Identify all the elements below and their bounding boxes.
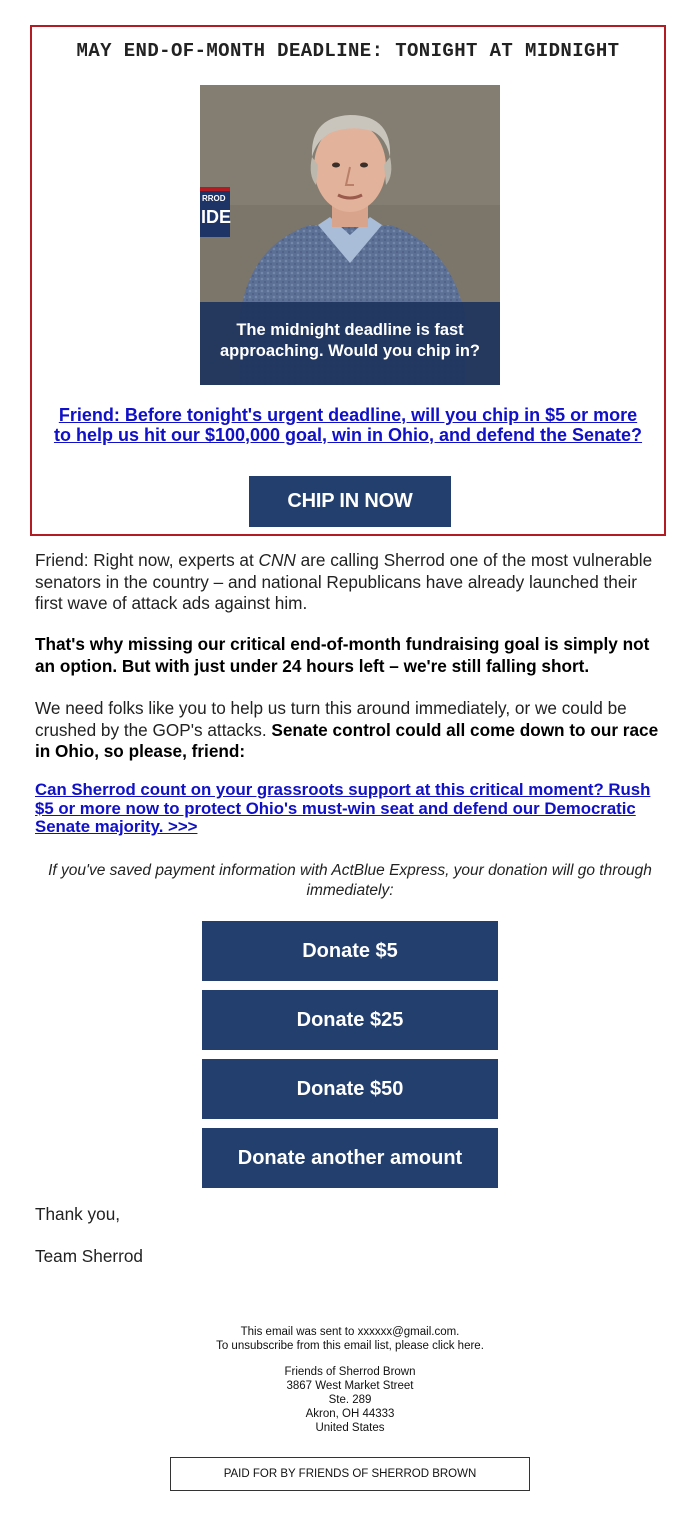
p1-cnn: CNN — [258, 550, 296, 570]
address-line-2: 3867 West Market Street — [286, 1380, 414, 1392]
footer-sent-to — [0, 1325, 700, 1339]
body-paragraph-2: That's why missing our critical end-of-month fundraising goal is simply not an option. But with just under 24 hours left – we're still falling short. — [35, 634, 650, 676]
donate-25-button[interactable]: Donate $25 — [202, 990, 498, 1050]
address-line-3: Ste. 289 — [328, 1394, 372, 1406]
chip-in-now-button[interactable]: CHIP IN NOW — [249, 476, 451, 527]
p1-end: are calling Sherrod one of the most vulnerable senators in the country – and national Republicans have already launched their first wave of attack ads against him. — [35, 550, 653, 613]
signoff-name: Team Sherrod — [35, 1246, 143, 1266]
footer-email-info — [0, 1325, 700, 1353]
address-line-5: United States — [315, 1422, 385, 1434]
sign-text-2: IDE — [201, 207, 232, 227]
body-paragraph-1 — [35, 550, 665, 615]
deadline-hero-box — [30, 25, 666, 536]
p1-start: Friend: Right now, experts at — [35, 550, 259, 570]
actblue-express-note: If you've saved payment information with ActBlue Express, your donation will go through immediately: — [48, 862, 652, 899]
photo-caption — [200, 302, 500, 385]
deadline-heading: MAY END-OF-MONTH DEADLINE: TONIGHT AT MIDNIGHT — [76, 40, 620, 62]
p3-start: We need folks like you to help us turn this around immediately, or we could be crushed by the GOP's attacks. — [35, 698, 627, 740]
address-line-1: Friends of Sherrod Brown — [284, 1366, 416, 1378]
caption-line-2: approaching. Would you chip in? — [219, 342, 481, 360]
footer-email: xxxxxx@gmail.com. — [357, 1326, 460, 1338]
body-paragraph-3 — [35, 698, 665, 763]
p3-bold: Senate control could all come down to our race in Ohio, so please, friend: — [35, 719, 659, 761]
hero-donate-link[interactable]: Friend: Before tonight's urgent deadline, will you chip in $5 or more to help us hit our $100,000 goal, win in Ohio, and defend the Senate? — [53, 405, 643, 445]
footer-address — [0, 1365, 700, 1435]
footer-sent-prefix: This email was sent to — [240, 1326, 358, 1338]
signoff-thanks: Thank you, — [35, 1204, 121, 1224]
caption-line-1: The midnight deadline is fast — [236, 321, 464, 339]
donate-other-amount-button[interactable]: Donate another amount — [202, 1128, 498, 1188]
grassroots-support-link[interactable]: Can Sherrod count on your grassroots support at this critical moment? Rush $5 or more now to protect Ohio's must-win seat and defend our Democratic Senate majority. >>> — [35, 780, 651, 836]
portrait-photo[interactable] — [200, 85, 500, 385]
sign-text-1: RROD — [202, 194, 226, 203]
paid-for-disclaimer: PAID FOR BY FRIENDS OF SHERROD BROWN — [170, 1457, 530, 1491]
address-line-4: Akron, OH 44333 — [305, 1408, 395, 1420]
donate-50-button[interactable]: Donate $50 — [202, 1059, 498, 1119]
donate-5-button[interactable]: Donate $5 — [202, 921, 498, 981]
footer-unsubscribe-link[interactable]: To unsubscribe from this email list, please click here. — [216, 1340, 484, 1352]
